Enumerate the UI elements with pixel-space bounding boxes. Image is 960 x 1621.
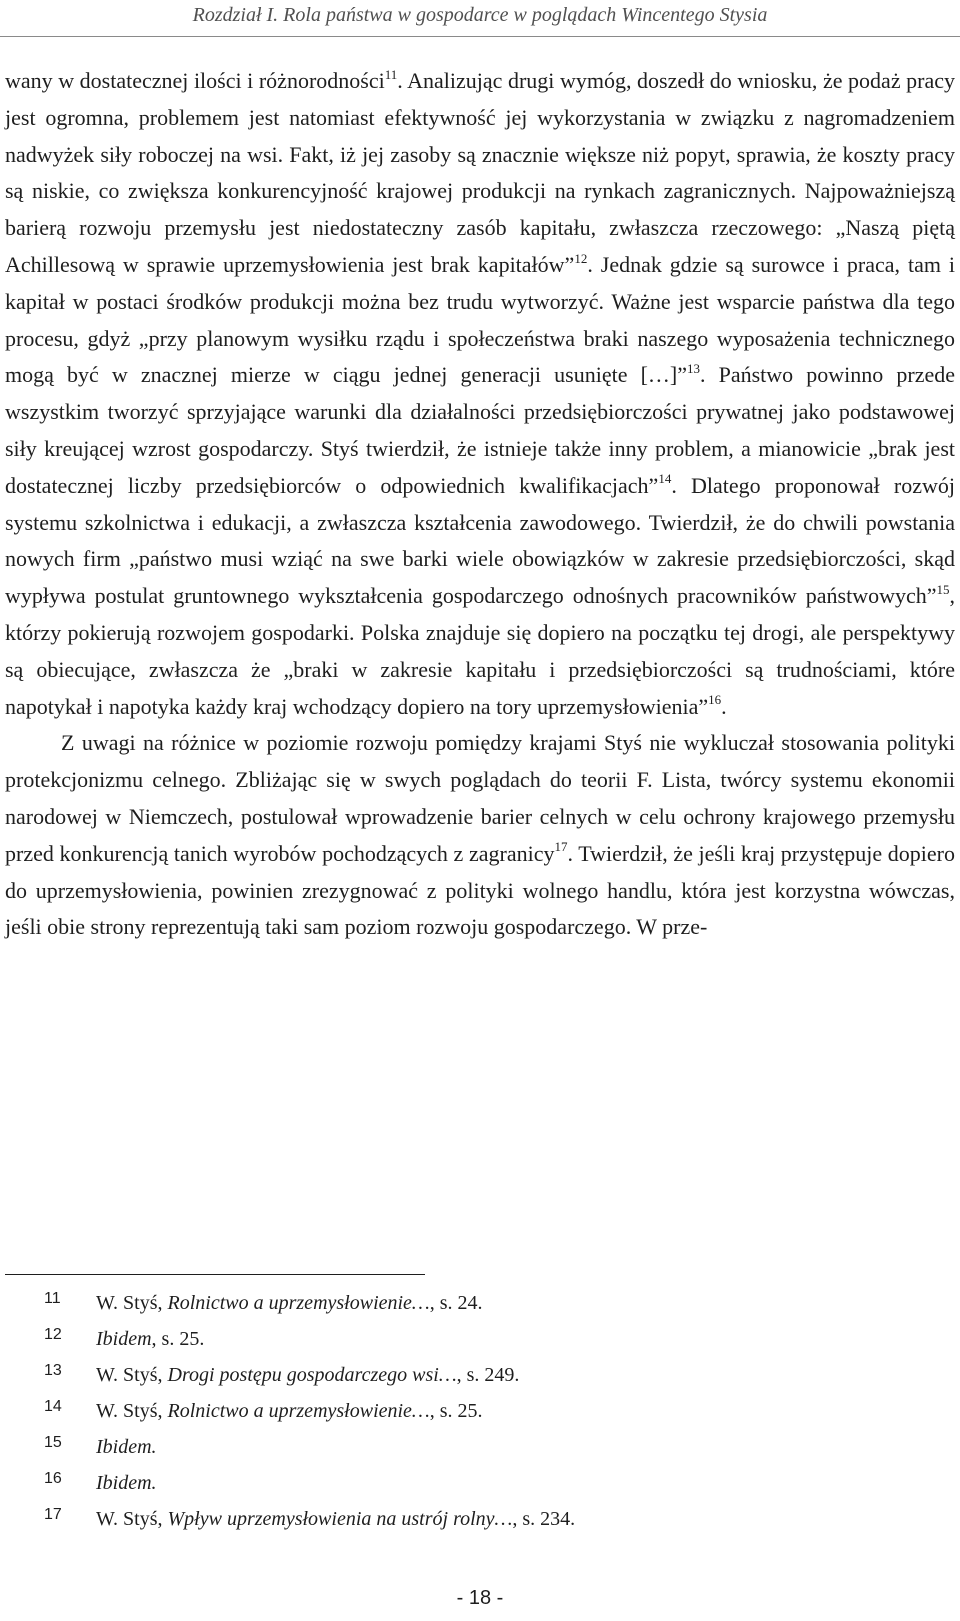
footnote-ref[interactable]: 12: [574, 250, 588, 266]
footnote-ref[interactable]: 16: [708, 692, 722, 708]
footnote-ref[interactable]: 11: [384, 66, 398, 82]
running-header: [0, 0, 960, 30]
footnote-title: Ibidem.: [96, 1436, 157, 1458]
footnote-title: Ibidem.: [96, 1472, 157, 1494]
footnote-text: [96, 1396, 483, 1426]
footnote-title: Rolnictwo a uprzemysłowienie…: [167, 1292, 430, 1314]
text-run: . Jednak gdzie są surowce i praca, tam i kapitał w postaci środków produkcji można bez trudu wytworzyć. Ważne jest wsparcie państwa dla tego procesu, gdyż „przy planowym wysiłku rządu i społeczeństwa braki naszego wyposażenia technicznego mogą być w znacznej mierze w ciągu jednej generacji usunięte […]”: [5, 251, 955, 388]
footnote-author: W. Styś,: [96, 1400, 168, 1422]
footnote-title: Rolnictwo a uprzemysłowienie…: [167, 1400, 430, 1422]
text-run: . Dlatego proponował rozwój systemu szkolnictwa i edukacji, a zwłaszcza kształcenia zawodowego. Twierdził, że do chwili powstania nowych firm „państwo musi wziąć na swe barki wiele obowiązków w zakresie przedsiębiorczości, skąd wypływa postulat gruntownego wykształcenia gospodarczego odnośnych pracowników państwowych”: [5, 472, 955, 609]
footnote-ref[interactable]: 13: [687, 361, 700, 377]
text-run: . Analizując drugi wymóg, doszedł do wniosku, że podaż pracy jest ogromna, problemem jest natomiast efektywność jej wykorzystania w związku z nagromadzeniem nadwyżek siły roboczej na wsi. Fakt, iż jej zasoby są znacznie większe niż popyt, sprawia, że koszty pracy są niskie, co zwiększa konkurencyjność krajowej produkcji na rynkach zagranicznych. Najpoważniejszą barierą rozwoju przemysłu jest niedostateczny zasób kapitału, zwłaszcza rzeczowego: „Naszą piętą Achillesową w sprawie uprzemysłowienia jest brak kapitałów”: [5, 68, 955, 277]
text-run: wany w dostatecznej ilości i różnorodności: [5, 68, 385, 93]
footnote-text: [96, 1504, 575, 1534]
footnote-author: W. Styś,: [96, 1292, 168, 1314]
footnote-number: 17: [44, 1506, 62, 1523]
footnote: [0, 1432, 960, 1468]
footnote-text: [96, 1432, 157, 1462]
footnotes: [0, 1288, 960, 1540]
text-run: .: [721, 693, 727, 719]
footnote-number: 14: [44, 1398, 62, 1415]
footnote-text: [96, 1360, 519, 1390]
footnote-author: W. Styś,: [96, 1364, 168, 1386]
footnote-title: Ibidem: [96, 1328, 152, 1350]
footnote-rule: [5, 1274, 425, 1275]
footnote-number: 13: [44, 1362, 62, 1379]
footnote-number: 11: [44, 1290, 61, 1307]
footnote-pages: , s. 24.: [429, 1292, 483, 1314]
text-run: . Twierdził, że jeśli kraj przystępuje dopiero do uprzemysłowienia, powinien zrezygnować z polityki wolnego handlu, która jest korzystna wówczas, jeśli obie strony reprezentują taki sam poziom rozwoju gospodarczego. W prze-: [5, 840, 955, 940]
body-text: [5, 63, 955, 946]
header-rule: [0, 36, 960, 37]
footnote: [0, 1504, 960, 1540]
footnote-author: W. Styś,: [96, 1508, 168, 1530]
footnote: [0, 1468, 960, 1504]
footnote-pages: , s. 25.: [429, 1400, 483, 1422]
footnote-number: 15: [44, 1434, 62, 1451]
footnote-number: 12: [44, 1326, 62, 1343]
footnote: [0, 1360, 960, 1396]
text-run: Z uwagi na różnice w poziomie rozwoju pomiędzy krajami Styś nie wykluczał stosowania polityki protekcjonizmu celnego. Zbliżając się w swych poglądach do teorii F. Lista, twórcy systemu ekonomii narodowej w Niemczech, postulował wprowadzenie barier celnych w celu ochrony krajowego przemysłu przed konkurencją tanich wyrobów pochodzących z zagranicy: [5, 730, 955, 866]
footnote-text: [96, 1468, 157, 1498]
footnote-number: 16: [44, 1470, 62, 1487]
footnote-ref[interactable]: 14: [658, 471, 672, 487]
footnote: [0, 1324, 960, 1360]
footnote-ref[interactable]: 17: [554, 839, 568, 855]
footnote: [0, 1396, 960, 1432]
footnote-pages: , s. 25.: [151, 1328, 205, 1350]
footnote-pages: , s. 249.: [456, 1364, 520, 1386]
paragraph: [5, 63, 955, 725]
paragraph: [5, 725, 955, 946]
footnote-text: [96, 1288, 483, 1318]
running-title: Rozdział I. Rola państwa w gospodarce w poglądach Wincentego Stysia: [192, 4, 768, 26]
footnote-ref[interactable]: 15: [936, 581, 950, 597]
text-run: . Państwo powinno przede wszystkim tworzyć sprzyjające warunki dla działalności przedsiębiorczości prywatnej jako podstawowej siły kreującej wzrost gospodarczy. Styś twierdził, że istnieje także inny problem, a mianowicie „brak jest dostatecznej liczby przedsiębiorców o odpowiednich kwalifikacjach”: [5, 362, 955, 498]
page-number: - 18 -: [456, 1587, 504, 1609]
footnote-title: Wpływ uprzemysłowienia na ustrój rolny…: [167, 1508, 513, 1530]
footnote-pages: , s. 234.: [512, 1508, 576, 1530]
footnote: [0, 1288, 960, 1324]
footnote-title: Drogi postępu gospodarczego wsi…: [167, 1364, 457, 1386]
text-run: , którzy pokierują rozwojem gospodarki. Polska znajduje się dopiero na początku tej drogi, ale perspektywy są obiecujące, zwłaszcza że „braki w zakresie kapitału i przedsiębiorczości są trudnościami, które napotykał i napotyka każdy kraj wchodzący dopiero na tory uprzemysłowienia”: [5, 583, 955, 719]
footnote-text: [96, 1324, 204, 1354]
